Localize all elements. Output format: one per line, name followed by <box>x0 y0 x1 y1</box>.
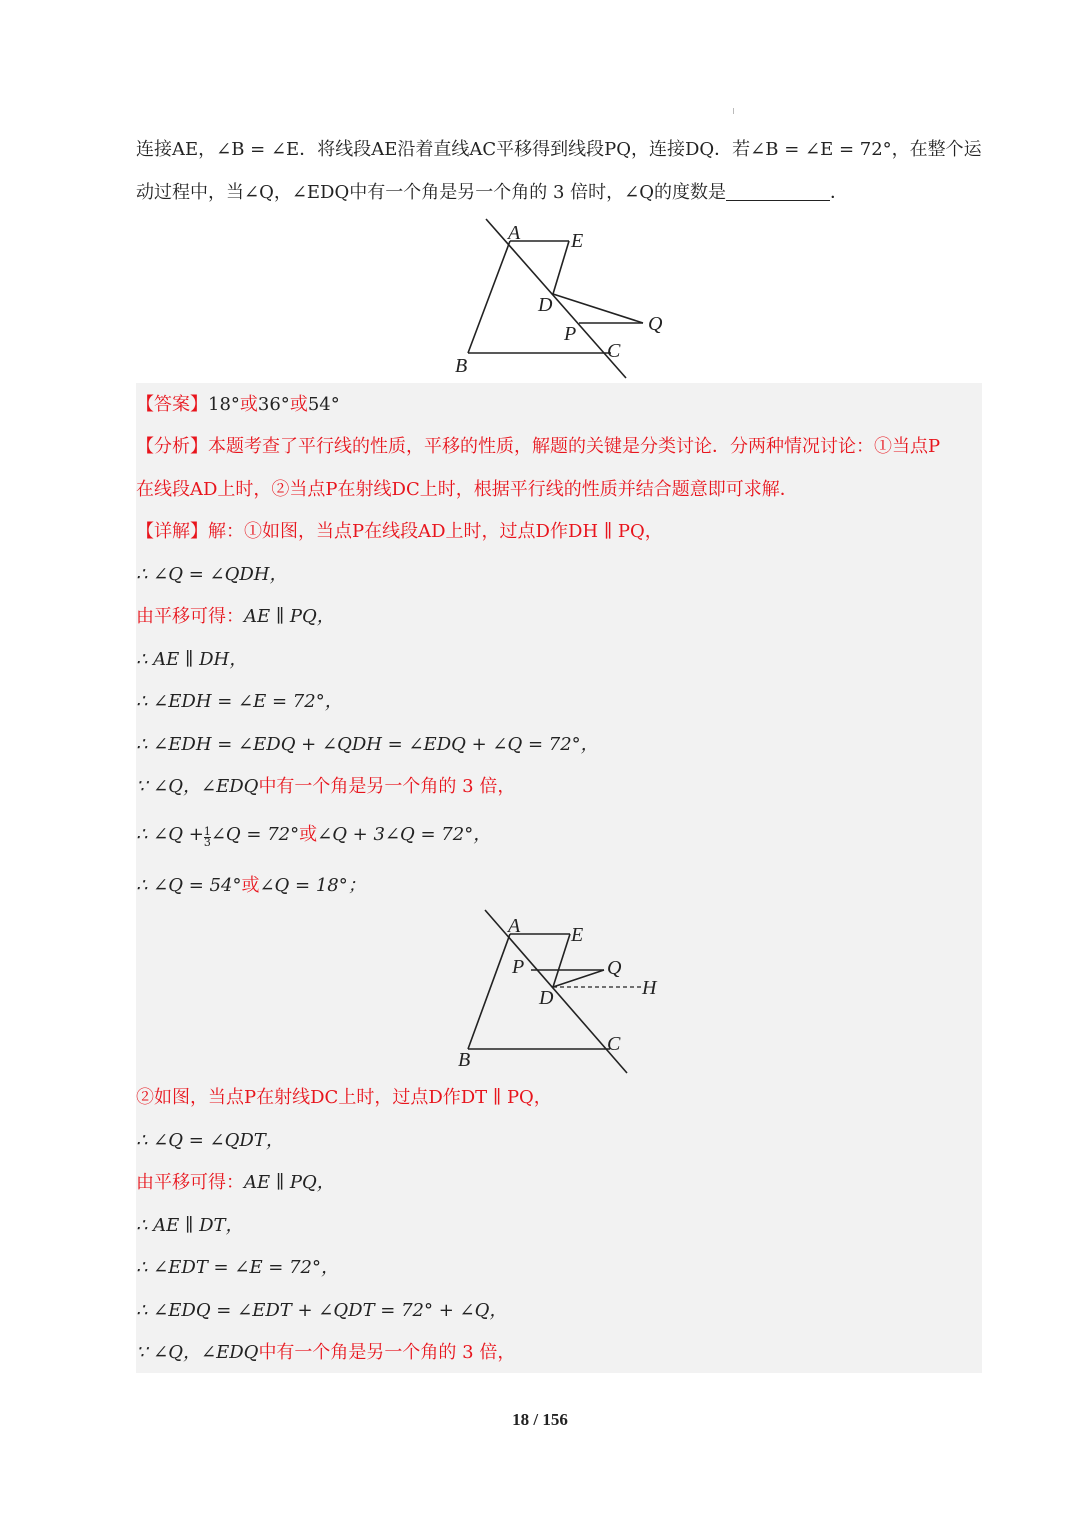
detail-step-7-a: ∴ ∠Q + <box>136 824 204 845</box>
label-q: Q <box>607 957 622 979</box>
label-p: P <box>512 956 525 978</box>
question-line-2-end: ． <box>829 182 848 203</box>
segment-ed <box>553 934 570 987</box>
answer-blank <box>726 182 830 201</box>
label-b: B <box>458 1049 471 1071</box>
detail-step-8-or: 或 <box>241 875 260 896</box>
case2-step-2-label: 由平移可得： <box>136 1172 244 1193</box>
figure-1-diagram <box>440 212 680 384</box>
label-b: B <box>455 355 468 377</box>
case2-step-6 <box>136 1341 515 1365</box>
question-line-2 <box>136 181 848 205</box>
answer-line <box>136 393 340 417</box>
detail-step-7-c: ∠Q + 3∠Q = 72°， <box>317 824 492 845</box>
detail-step-4: ∴ ∠EDH = ∠E = 72°， <box>136 691 343 712</box>
segment-dq <box>553 294 643 323</box>
figure-2-diagram <box>440 905 680 1077</box>
detail-step-1: ∴ ∠Q = ∠QDH， <box>136 564 288 585</box>
answer-value-2: 36° <box>257 394 290 415</box>
label-c: C <box>607 1033 621 1055</box>
detail-step-2 <box>136 605 335 629</box>
detail-step-7 <box>136 823 491 848</box>
detail-step-2-math: AE ∥ PQ， <box>244 606 335 627</box>
answer-value-3: 54° <box>307 394 340 415</box>
detail-step-6 <box>136 775 515 799</box>
scan-mark <box>733 108 734 114</box>
detail-step-2-label: 由平移可得： <box>136 606 244 627</box>
segment-ed <box>553 241 569 294</box>
segment-dq <box>553 970 604 987</box>
case2-step-5: ∴ ∠EDQ = ∠EDT + ∠QDT = 72° + ∠Q， <box>136 1300 508 1321</box>
label-a: A <box>508 222 521 244</box>
segment-ab <box>468 934 510 1049</box>
detail-step-5: ∴ ∠EDH = ∠EDQ + ∠QDH = ∠EDQ + ∠Q = 72°， <box>136 734 599 755</box>
question-line-2-text: 动过程中，当∠Q，∠EDQ中有一个角是另一个角的 3 倍时，∠Q的度数是 <box>136 182 726 203</box>
fraction-numerator: 1 <box>203 825 211 838</box>
case2-step-6-text: 中有一个角是另一个角的 3 倍， <box>258 1342 516 1363</box>
analysis-tag: 【分析】 <box>136 436 208 457</box>
label-e: E <box>571 230 584 252</box>
answer-tag: 【答案】 <box>136 394 208 415</box>
detail-step-6-text: 中有一个角是另一个角的 3 倍， <box>258 776 516 797</box>
detail-line-intro <box>136 520 663 544</box>
detail-step-8-b: ∠Q = 18°； <box>259 875 366 896</box>
case2-step-2 <box>136 1171 335 1195</box>
detail-intro: 解：①如图，当点P在线段AD上时，过点D作DH ∥ PQ， <box>208 521 663 542</box>
detail-step-8-a: ∴ ∠Q = 54° <box>136 875 242 896</box>
fraction-denominator: 3 <box>203 836 211 849</box>
analysis-line-2: 在线段AD上时，②当点P在射线DC上时，根据平行线的性质并结合题意即可求解． <box>136 479 798 500</box>
label-d: D <box>538 294 553 316</box>
detail-step-7-or: 或 <box>299 824 318 845</box>
analysis-line-1 <box>136 435 940 459</box>
detail-step-3: ∴ AE ∥ DH， <box>136 649 248 670</box>
case2-step-3: ∴ AE ∥ DT， <box>136 1215 244 1236</box>
label-p: P <box>564 323 577 345</box>
analysis-text-1: 本题考查了平行线的性质，平移的性质，解题的关键是分类讨论．分两种情况讨论：①当点P <box>208 436 941 457</box>
label-e: E <box>571 924 584 946</box>
label-d: D <box>539 987 554 1009</box>
case2-step-1: ∴ ∠Q = ∠QDT， <box>136 1130 284 1151</box>
label-h: H <box>642 977 657 999</box>
answer-or-1: 或 <box>239 394 258 415</box>
label-a: A <box>508 915 521 937</box>
case2-step-2-math: AE ∥ PQ， <box>244 1172 335 1193</box>
answer-or-2: 或 <box>289 394 308 415</box>
detail-tag: 【详解】 <box>136 521 208 542</box>
answer-value-1: 18° <box>208 394 240 415</box>
case2-intro: ②如图，当点P在射线DC上时，过点D作DT ∥ PQ， <box>136 1087 552 1108</box>
detail-step-7-b: ∠Q = 72° <box>210 824 300 845</box>
label-c: C <box>607 340 621 362</box>
segment-ab <box>468 241 510 353</box>
case2-step-6-math: ∵ ∠Q，∠EDQ <box>136 1342 259 1363</box>
label-q: Q <box>648 313 663 335</box>
detail-step-6-math: ∵ ∠Q，∠EDQ <box>136 776 259 797</box>
line-ac <box>486 219 626 378</box>
question-line-1: 连接AE，∠B = ∠E．将线段AE沿着直线AC平移得到线段PQ，连接DQ．若∠B = ∠E = 72°，在整个运 <box>136 139 982 160</box>
detail-step-8 <box>136 874 366 898</box>
case2-step-4: ∴ ∠EDT = ∠E = 72°， <box>136 1257 340 1278</box>
page-number: 18 / 156 <box>512 1410 568 1429</box>
fraction-one-third <box>204 827 211 848</box>
